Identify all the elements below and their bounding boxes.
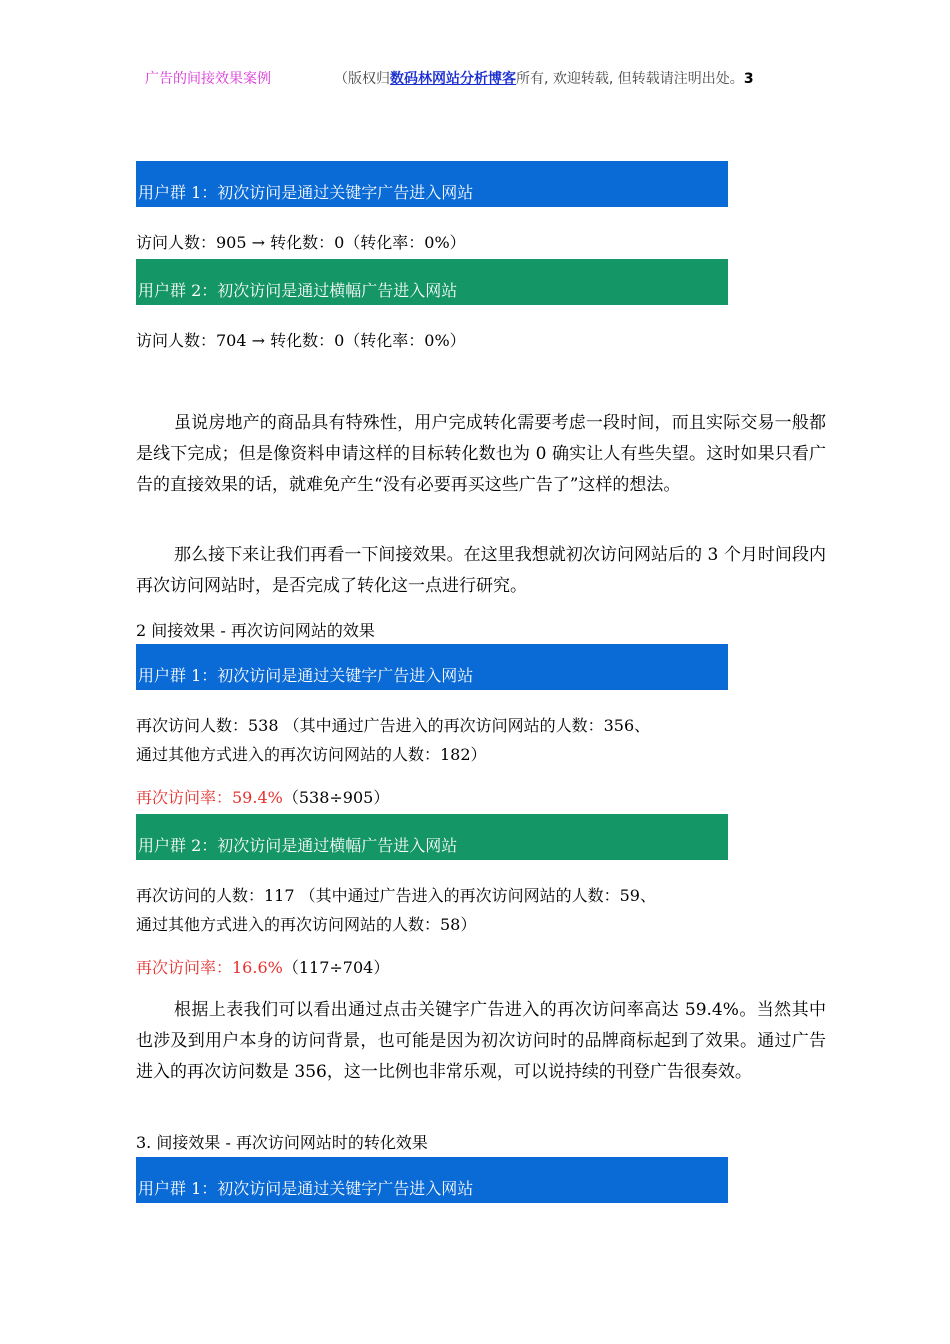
s1-group1-stats: 访问人数：905 → 转化数：0（转化率：0%） <box>136 233 466 252</box>
page-header <box>0 68 950 92</box>
s2-group2-line1: 再次访问的人数：117 （其中通过广告进入的再次访问网站的人数：59、 <box>136 886 656 905</box>
blog-link[interactable]: 数码林网站分析博客 <box>390 71 516 87</box>
doc-title: 广告的间接效果案例 <box>145 71 271 87</box>
paragraph-3: 根据上表我们可以看出通过点击关键字广告进入的再次访问率高达 59.4%。当然其中也涉及到用户本身的访问背景，也可能是因为初次访问时的品牌商标起到了效果。通过广告进入的再次访问数是 356，这一比例也非常乐观，可以说持续的刊登广告很奏效。 <box>136 1000 826 1082</box>
s1-group2-bar: 用户群 2：初次访问是通过横幅广告进入网站 <box>136 259 728 305</box>
s2-group1-line2: 通过其他方式进入的再次访问网站的人数：182） <box>136 745 487 764</box>
s1-group2-stats: 访问人数：704 → 转化数：0（转化率：0%） <box>136 331 466 350</box>
s3-group1-bar: 用户群 1：初次访问是通过关键字广告进入网站 <box>136 1157 728 1203</box>
s2-group2-line2: 通过其他方式进入的再次访问网站的人数：58） <box>136 915 477 934</box>
paragraph-1: 虽说房地产的商品具有特殊性，用户完成转化需要考虑一段时间，而且实际交易一般都是线下完成；但是像资料申请这样的目标转化数也为 0 确实让人有些失望。这时如果只看广告的直接效果的话，就难免产生“没有必要再买这些广告了”这样的想法。 <box>136 413 826 495</box>
s2-group1-rate-label: 再次访问率：59.4% <box>136 788 283 807</box>
s2-heading: 2 间接效果 - 再次访问网站的效果 <box>136 621 375 640</box>
s2-group2-rate <box>136 955 389 978</box>
s2-group1-line1: 再次访问人数：538 （其中通过广告进入的再次访问网站的人数：356、 <box>136 716 651 735</box>
s2-group2-rate-label: 再次访问率：16.6% <box>136 958 283 977</box>
page-number: 3 <box>743 71 754 87</box>
copyright-suffix: 所有, 欢迎转载, 但转载请注明出处。 <box>516 71 744 87</box>
s3-heading: 3. 间接效果 - 再次访问网站时的转化效果 <box>136 1133 428 1152</box>
s2-group2-bar: 用户群 2：初次访问是通过横幅广告进入网站 <box>136 814 728 860</box>
copyright-prefix: （版权归 <box>334 71 390 87</box>
s2-group1-rate-calc: （538÷905） <box>282 788 390 807</box>
paragraph-2: 那么接下来让我们再看一下间接效果。在这里我想就初次访问网站后的 3 个月时间段内再次访问网站时，是否完成了转化这一点进行研究。 <box>136 545 826 596</box>
copyright-notice <box>334 68 754 88</box>
s2-group1-rate <box>136 785 389 808</box>
s2-group1-bar: 用户群 1：初次访问是通过关键字广告进入网站 <box>136 644 728 690</box>
s1-group1-bar: 用户群 1：初次访问是通过关键字广告进入网站 <box>136 161 728 207</box>
s2-group2-rate-calc: （117÷704） <box>282 958 390 977</box>
